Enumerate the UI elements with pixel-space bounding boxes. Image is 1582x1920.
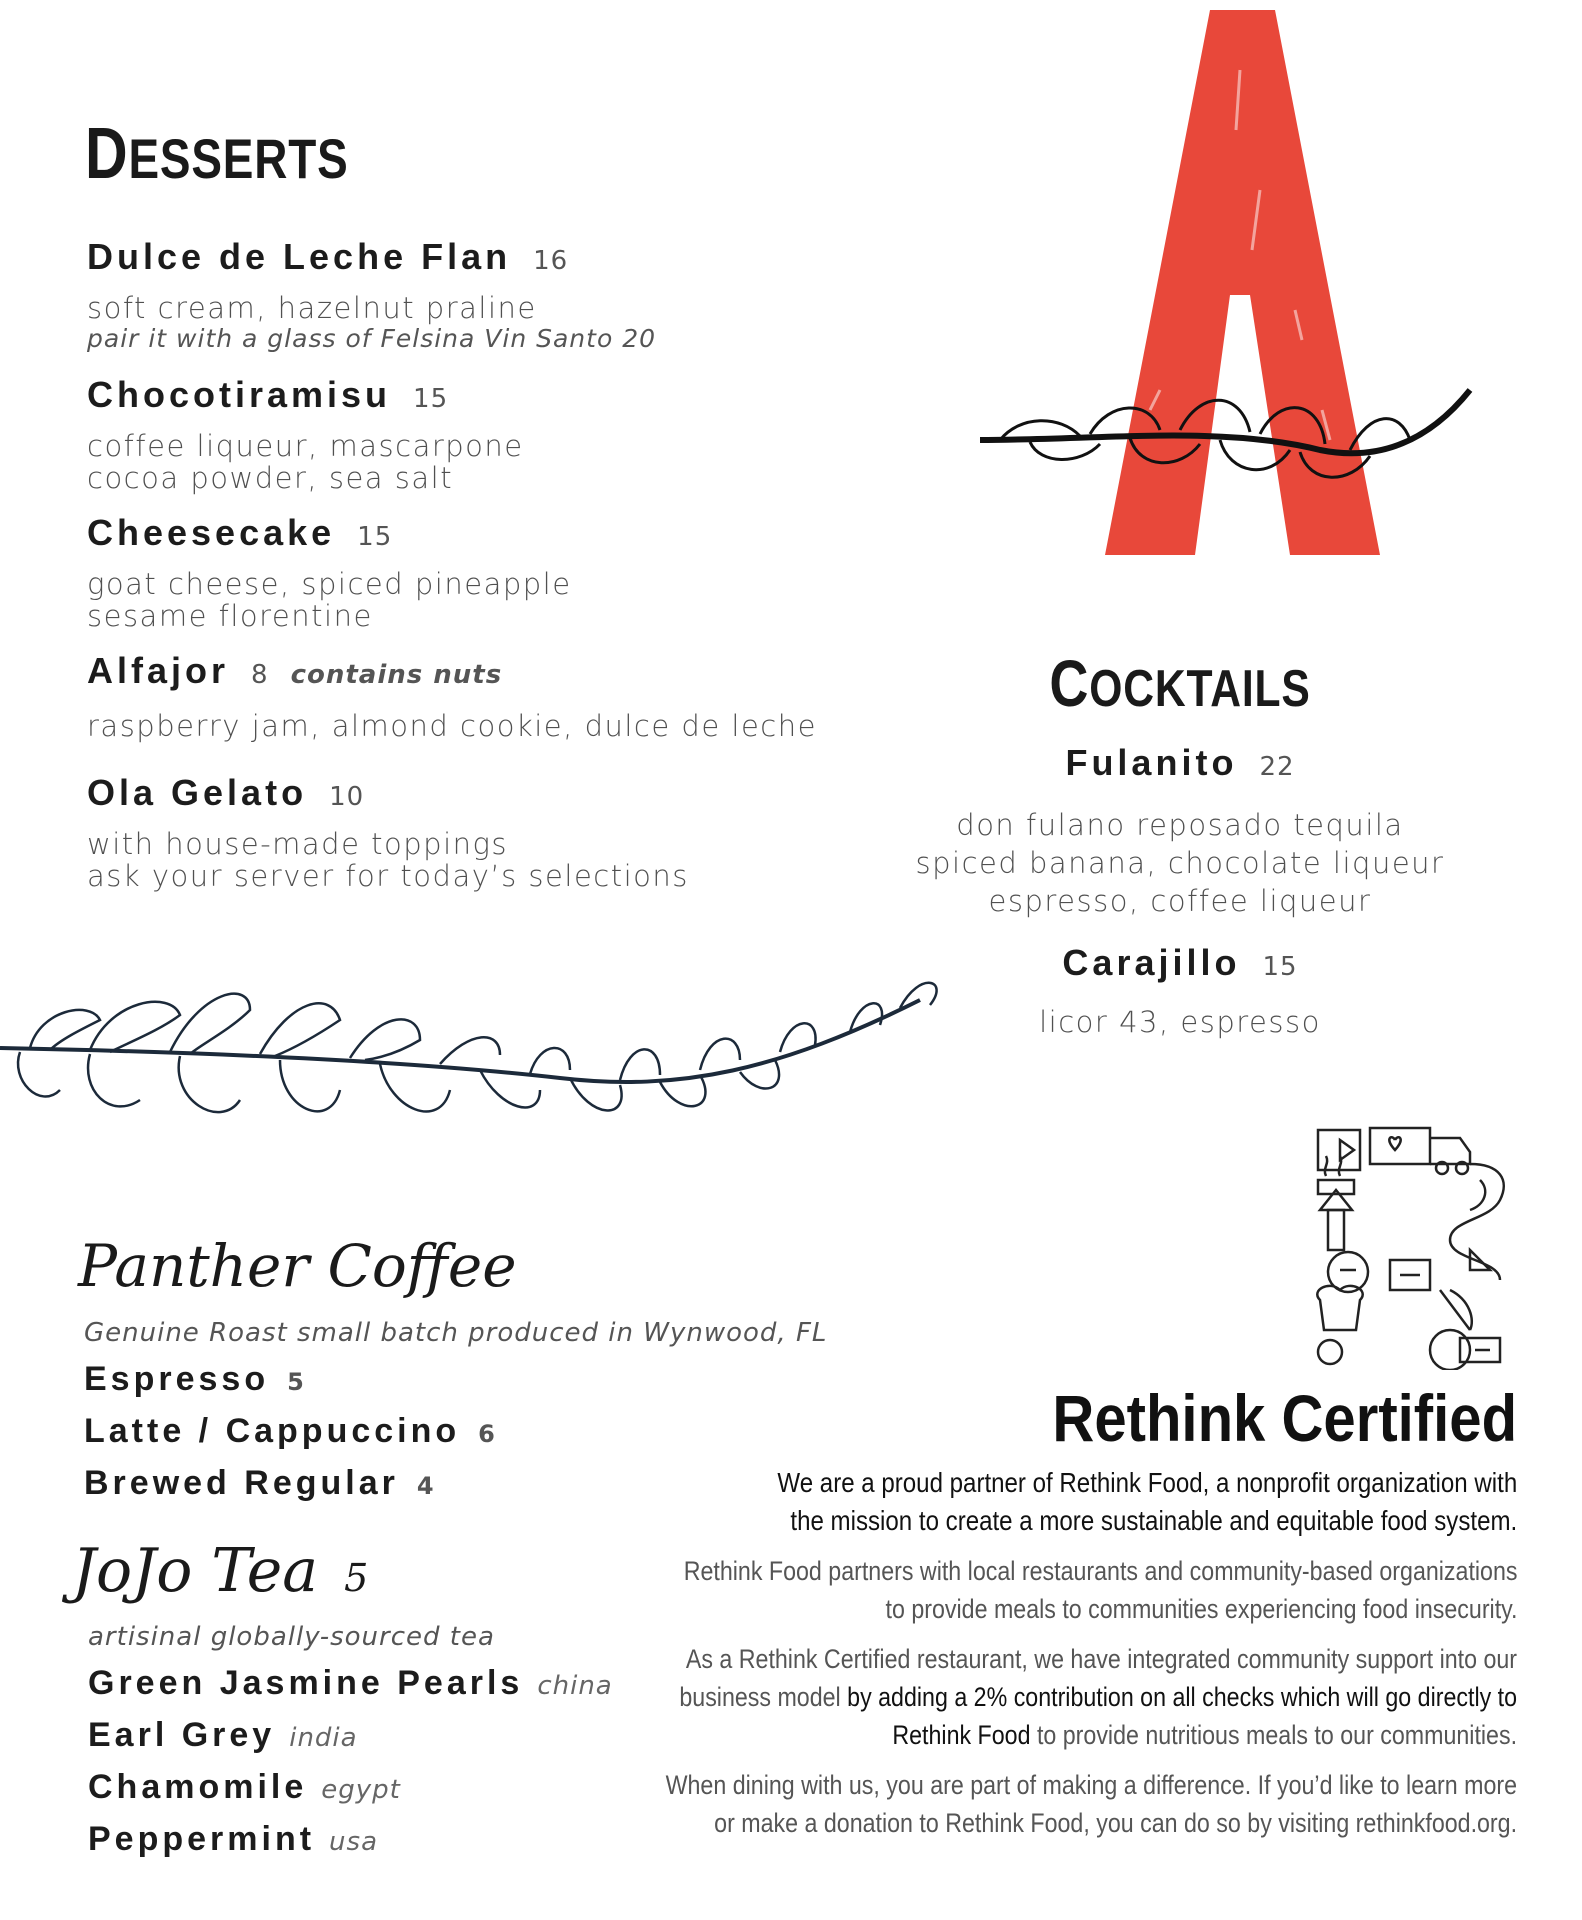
- tea-subtitle: artisinal globally-sourced tea: [88, 1622, 495, 1652]
- list-item: Latte / Cappuccino 6: [84, 1412, 495, 1450]
- rethink-para1: Rethink Food partners with local restaurants and community-based organizations to provide meals to communities experiencing food insecurity.: [683, 1556, 1517, 1624]
- coffee-subtitle: Genuine Roast small batch produced in Wynwood, FL: [84, 1318, 828, 1348]
- dessert-item: Dulce de Leche Flan 16 soft cream, hazelnut praline pair it with a glass of Felsina Vin Santo 20: [87, 236, 656, 353]
- rethink-intro: We are a proud partner of Rethink Food, a nonprofit organization with the mission to create a more sustainable and equitable food system.: [777, 1467, 1517, 1536]
- leaf-branch-icon: [0, 960, 1000, 1170]
- rethink-para3: When dining with us, you are part of making a difference. If you’d like to learn more or make a donation to Rethink Food, you can do so by visiting rethinkfood.org.: [665, 1770, 1517, 1838]
- list-item: Chamomile egypt: [88, 1768, 401, 1806]
- dessert-item: Chocotiramisu 15 coffee liqueur, mascarpone cocoa powder, sea salt: [87, 374, 524, 495]
- list-item: Green Jasmine Pearls china: [88, 1664, 613, 1702]
- list-item: Peppermint usa: [88, 1820, 379, 1858]
- cocktails-section: [930, 646, 1430, 720]
- cocktail-item: Fulanito 22 don fulano reposado tequila spiced banana, chocolate liqueur espresso, coffee liqueur: [915, 742, 1445, 918]
- dessert-item: Ola Gelato 10 with house-made toppings ask your server for today’s selections: [87, 772, 689, 893]
- rethink-r-logo: [1300, 1120, 1520, 1370]
- dessert-item: Cheesecake 15 goat cheese, spiced pineapple sesame florentine: [87, 512, 572, 633]
- rethink-title: Rethink Certified: [1052, 1381, 1517, 1455]
- coffee-list: [84, 1360, 495, 1516]
- leaf-branch-icon: [960, 370, 1480, 500]
- desserts-title: DESSERTS: [85, 114, 349, 194]
- list-item: Brewed Regular 4: [84, 1464, 434, 1502]
- cocktail-item: Carajillo 15 licor 43, espresso: [1039, 942, 1321, 1039]
- dessert-item: Alfajor 8 contains nuts raspberry jam, almond cookie, dulce de leche: [87, 650, 817, 743]
- cocktails-title: COCKTAILS: [1049, 646, 1311, 720]
- coffee-title: Panther Coffee: [78, 1232, 517, 1300]
- list-item: Earl Grey india: [88, 1716, 358, 1754]
- rethink-para2: As a Rethink Certified restaurant, we have integrated community support into our business model by adding a 2% contribution on all checks which will go directly to Rethink Food to provide nutritious meals to our communities.: [679, 1644, 1517, 1750]
- list-item: Espresso 5: [84, 1360, 304, 1398]
- tea-title: JoJo Tea 5: [72, 1536, 369, 1606]
